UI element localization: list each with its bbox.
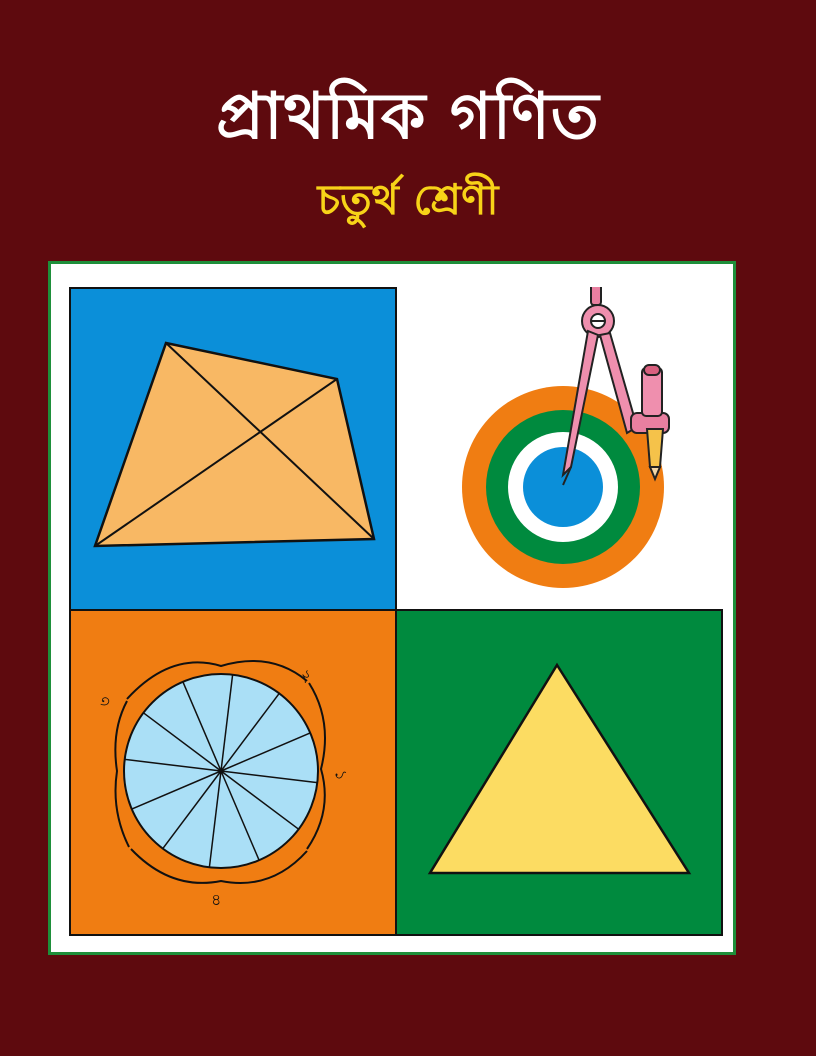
compass-quadrant <box>395 287 723 611</box>
fraction-label-2: ২ <box>296 664 317 687</box>
inner-blue-circle <box>523 447 603 527</box>
fraction-label-4: ৪ <box>211 890 222 909</box>
blue-quadrant <box>69 287 397 611</box>
fraction-label-1: ১ <box>331 768 352 782</box>
triangle-figure <box>397 611 721 934</box>
fraction-label-3: ৩ <box>94 692 116 711</box>
quadrilateral-shape <box>95 343 374 546</box>
geometry-illustration-panel <box>48 261 736 955</box>
green-quadrant <box>395 609 723 936</box>
concentric-circles-figure <box>395 287 723 611</box>
quadrilateral-figure <box>71 289 395 609</box>
grade-subtitle: চতুর্থ শ্রেণী <box>317 175 499 224</box>
divided-circle-figure <box>71 611 395 934</box>
triangle-shape <box>430 665 689 873</box>
book-title: প্রাথমিক গণিত <box>216 80 600 154</box>
orange-quadrant <box>69 609 397 936</box>
